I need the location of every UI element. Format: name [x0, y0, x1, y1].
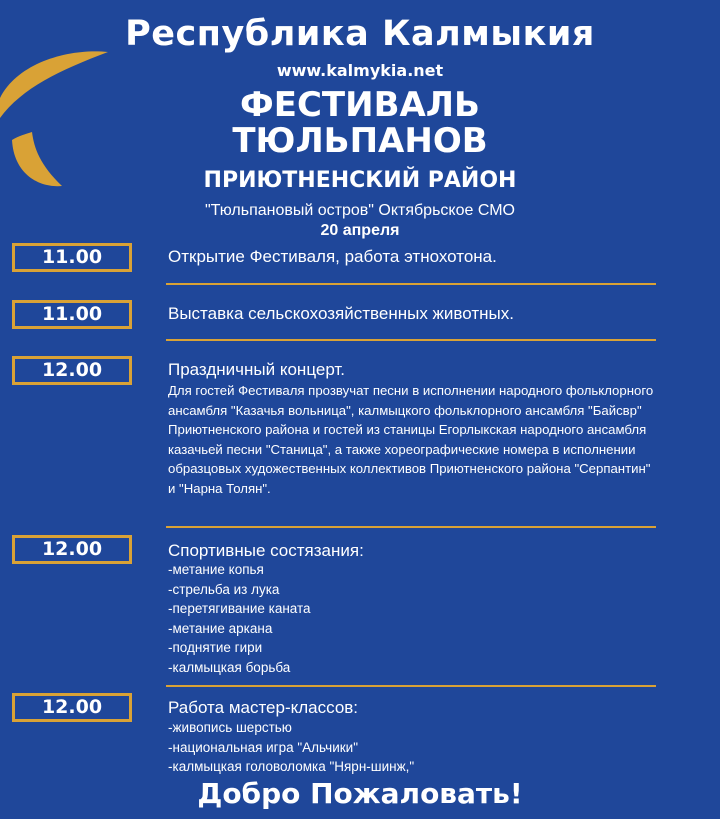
list-item: -калмыцкая борьба — [168, 659, 291, 675]
event-title: Выставка сельскохозяйственных животных. — [168, 304, 514, 323]
venue-label: "Тюльпановый остров" Октябрьское СМО — [205, 202, 515, 219]
list-item: -метание аркана — [168, 620, 273, 636]
event-time-box: 12.00 — [12, 535, 132, 564]
list-item: -стрельба из лука — [168, 581, 280, 597]
separator-line — [166, 526, 656, 528]
separator-line — [166, 283, 656, 285]
event-title: Работа мастер-классов: — [168, 698, 359, 717]
district-title: ПРИЮТНЕНСКИЙ РАЙОН — [203, 168, 517, 193]
event-description: Для гостей Фестиваля прозвучат песни в исполнении народного фольклорного ансамбля "Казачья вольница", калмыцкого фольклорного ансамбля "Байсвр" Приютненского района и гостей из станицы Егорлыкская народного ансамбля казачьей песни "Станица", а также хореографические номера в исполнении образцовых художественных коллективов Приютненского района "Серпантин" и "Нарна Толян". — [168, 383, 654, 496]
list-item: -перетягивание каната — [168, 601, 311, 616]
event-title: Спортивные состязания: — [168, 541, 364, 560]
event-title: Праздничный концерт. — [168, 360, 346, 379]
list-item: -живопись шерстью — [168, 720, 292, 735]
region-title: Республика Калмыкия — [125, 14, 595, 54]
event-time-box: 12.00 — [12, 693, 132, 722]
event-title: Открытие Фестиваля, работа этнохотона. — [168, 247, 497, 266]
list-item: -калмыцкая головоломка "Нярн-шинж," — [168, 759, 415, 774]
website-label: www.kalmykia.net — [276, 61, 444, 80]
list-item: -метание копья — [168, 562, 264, 577]
separator-line — [166, 339, 656, 341]
event-time-box: 11.00 — [12, 300, 132, 329]
separator-line — [166, 685, 656, 687]
event-time-box: 11.00 — [12, 243, 132, 272]
event-item-list — [168, 560, 311, 677]
welcome-footer: Добро Пожаловать! — [197, 777, 523, 810]
festival-title-line1: ФЕСТИВАЛЬ — [240, 85, 480, 125]
date-label: 20 апреля — [320, 222, 400, 239]
event-item-list — [168, 718, 414, 777]
list-item: -поднятие гири — [168, 640, 263, 655]
festival-title-line2: ТЮЛЬПАНОВ — [232, 121, 488, 161]
list-item: -национальная игра "Альчики" — [168, 739, 358, 755]
event-time-box: 12.00 — [12, 356, 132, 385]
